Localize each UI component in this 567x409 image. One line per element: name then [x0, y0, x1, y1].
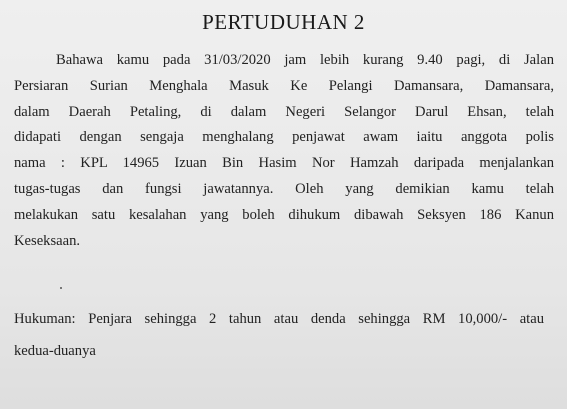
charge-line: Keseksaan.	[14, 232, 81, 249]
charge-line: nama : KPL 14965 Izuan Bin Hasim Nor Hamzah daripada menjalankan	[14, 155, 554, 172]
charge-line: didapati dengan sengaja menghalang penjawat awam iaitu anggota polis	[14, 129, 554, 146]
charge-line: tugas-tugas dan fungsi jawatannya. Oleh yang demikian kamu telah	[14, 180, 554, 197]
charge-paragraph	[14, 48, 554, 254]
page-title: PERTUDUHAN 2	[202, 10, 365, 34]
stray-dot-mark	[60, 287, 62, 289]
charge-line: Persiaran Surian Menghala Masuk Ke Pelangi Damansara, Damansara,	[14, 77, 554, 94]
charge-line: Bahawa kamu pada 31/03/2020 jam lebih kurang 9.40 pagi, di Jalan	[56, 52, 554, 68]
penalty-line: kedua-duanya	[14, 343, 96, 359]
charge-line: melakukan satu kesalahan yang boleh dihukum dibawah Seksyen 186 Kanun	[14, 206, 554, 223]
penalty-line: Hukuman: Penjara sehingga 2 tahun atau denda sehingga RM 10,000/- atau	[14, 311, 544, 327]
charge-line: dalam Daerah Petaling, di dalam Negeri Selangor Darul Ehsan, telah	[14, 103, 554, 120]
penalty-paragraph	[14, 303, 544, 367]
